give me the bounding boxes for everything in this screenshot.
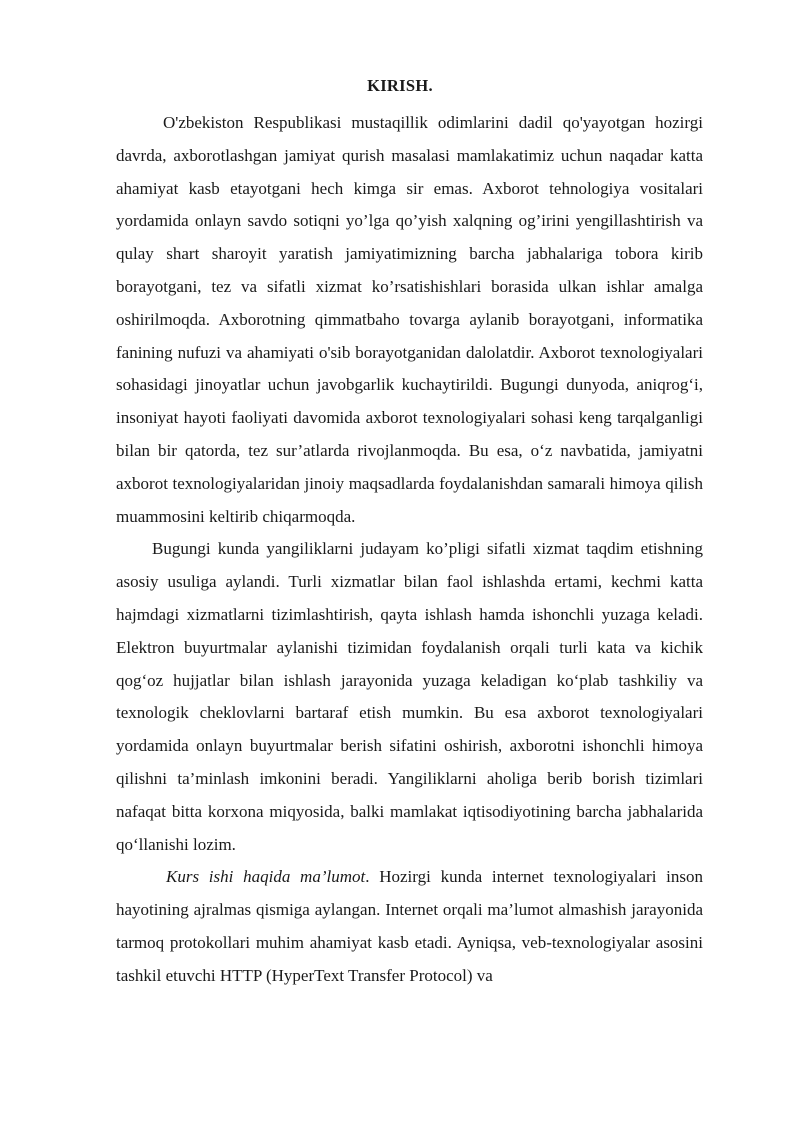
paragraph-3-text: . Hozirgi kunda internet texnologiyalari inson hayotining ajralmas qismiga aylangan. Internet orqali ma’lumot almashish jarayonida tarmoq protokollari muhim ahamiyat kasb etadi. Ayniqsa, veb-texnologiyalar asosini tashkil etuvchi HTTP (HyperText Transfer Protocol) va bbox=[116, 867, 703, 985]
paragraph-2-text: Bugungi kunda yangiliklarni judayam ko’pligi sifatli xizmat taqdim etishning asosiy usuliga aylandi. Turli xizmatlar bilan faol ishlashda ertami, kechmi katta hajmdagi xizmatlarni tizimlashtirish, qayta ishlash hamda ishonchli yuzaga keladi. Elektron buyurtmalar aylanishi tizimidan foydalanish orqali turli kata va kichik qog‘oz hujjatlar bilan ishlash jarayonida yuzaga keladigan ko‘plab tashkiliy va texnologik cheklovlarni bartaraf etish mumkin. Bu esa axborot texnologiyalari yordamida onlayn buyurtmalar berish sifatini oshirish, axborotni ishonchli himoya qilishni ta’minlash imkonini beradi. Yangiliklarni aholiga berib borish tizimlari nafaqat bitta korxona miqyosida, balki mamlakat iqtisodiyotining barcha jabhalarida qo‘llanishi lozim. bbox=[116, 539, 703, 854]
document-body bbox=[116, 107, 703, 993]
paragraph-1-text: O'zbekiston Respublikasi mustaqillik odimlarini dadil qo'yayotgan hozirgi davrda, axborotlashgan jamiyat qurish masalasi mamlakatimiz uchun naqadar katta ahamiyat kasb etayotgani hech kimga sir emas. Axborot tehnologiya vositalari yordamida onlayn savdo sotiqni yo’lga qo’yish xalqning og’irini yengillashtirish va qulay shart sharoyit yaratish jamiyatimizning barcha jabhalariga tobora kirib borayotgani, tez va sifatli xizmat ko’rsatishishlari borasida ulkan ishlar amalga oshirilmoqda. Axborotning qimmatbaho tovarga aylanib borayotgani, informatika fanining nufuzi va ahamiyati o'sib borayotganidan dalolatdir. Axborot texnologiyalari sohasidagi jinoyatlar uchun javobgarlik kuchaytirildi. Bugungi dunyoda, aniqrog‘i, insoniyat hayoti faoliyati davomida axborot texnologiyalari sohasi keng tarqalganligi bilan bir qatorda, tez sur’atlarda rivojlanmoqda. Bu esa, o‘z navbatida, jamiyatni axborot texnologiyalaridan jinoiy maqsadlarda foydalanishdan samarali himoya qilish muammosini keltirib chiqarmoqda. bbox=[116, 113, 703, 526]
paragraph-2 bbox=[116, 533, 703, 861]
paragraph-1 bbox=[116, 107, 703, 533]
section-heading: KIRISH. bbox=[367, 76, 433, 95]
paragraph-3 bbox=[116, 861, 703, 992]
paragraph-3-lead: Kurs ishi haqida ma’lumot bbox=[166, 867, 366, 887]
